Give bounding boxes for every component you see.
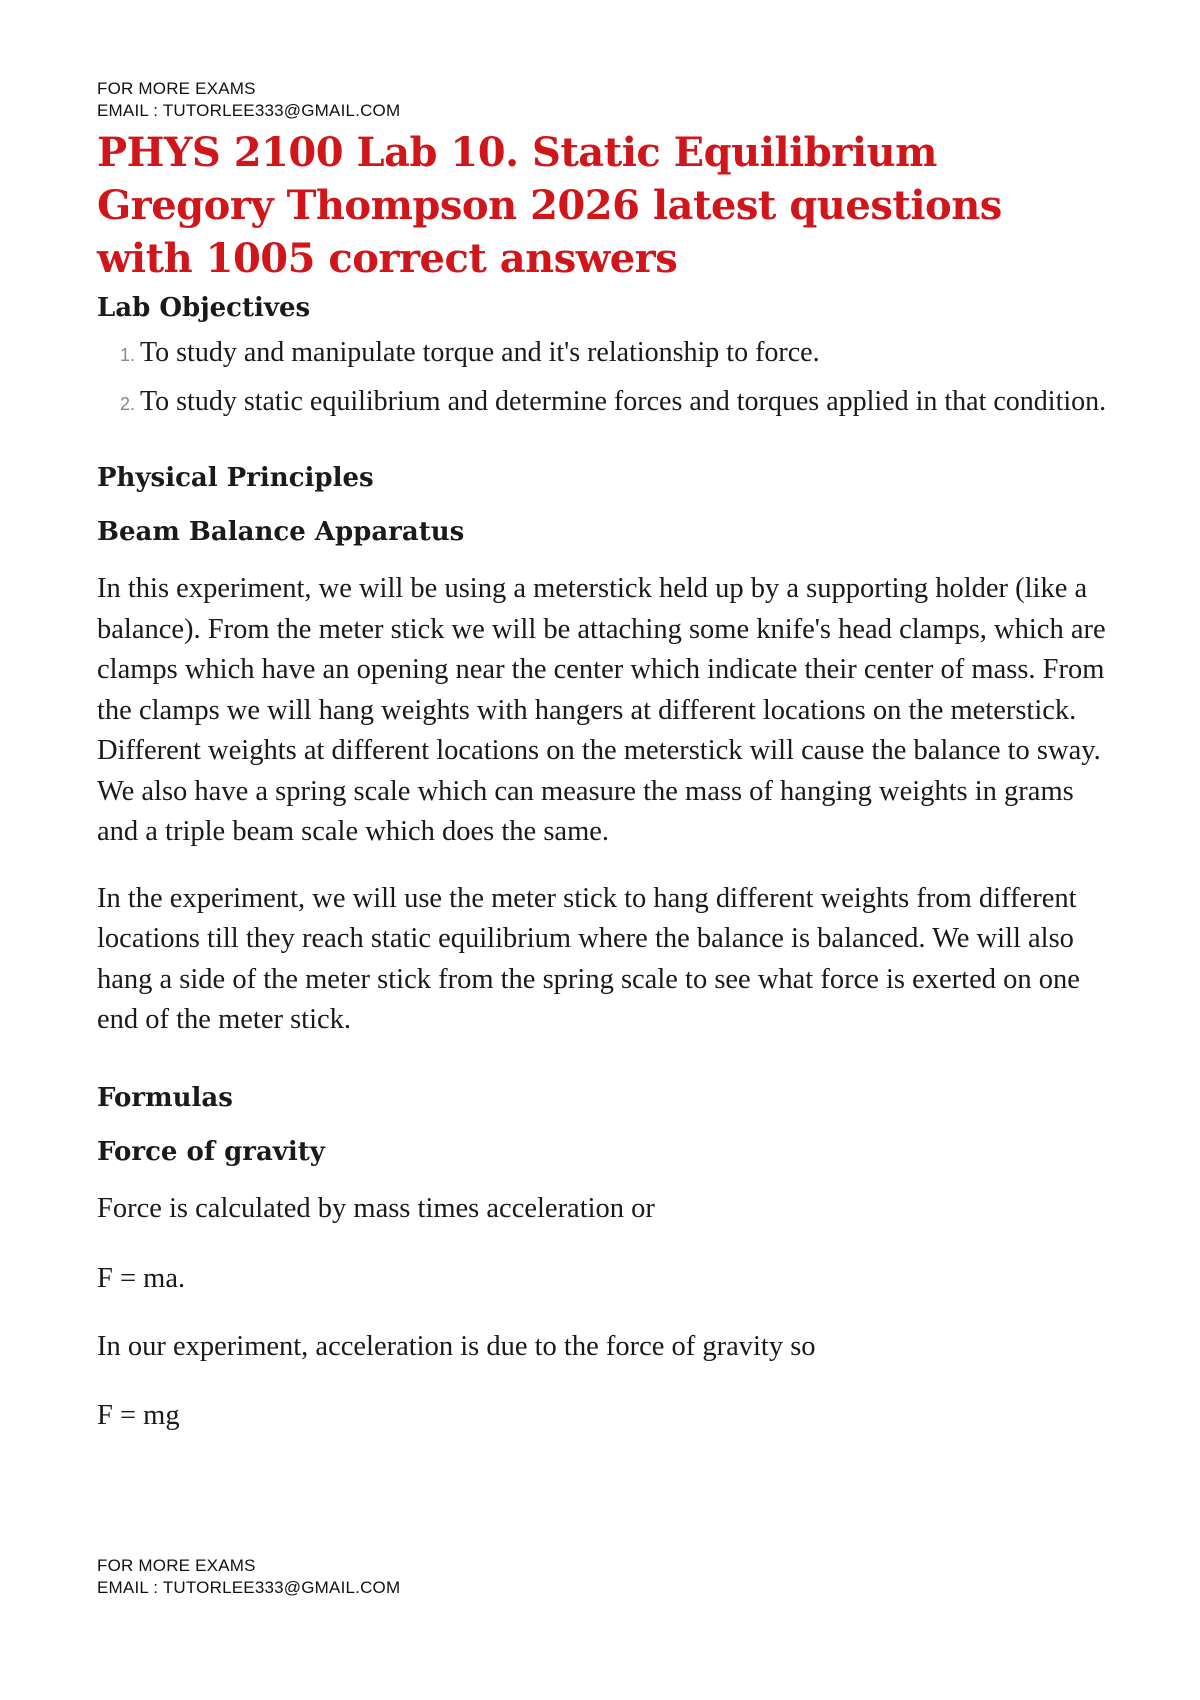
gravity-text: In our experiment, acceleration is due to the force of gravity so xyxy=(97,1331,816,1362)
footer-promo-line1: FOR MORE EXAMS xyxy=(97,1556,256,1575)
footer-promo-email: EMAIL : TUTORLEE333@GMAIL.COM xyxy=(97,1578,401,1597)
formulas-heading: Formulas xyxy=(97,1082,233,1113)
header-promo xyxy=(97,78,1107,122)
document-page xyxy=(97,78,1107,1436)
lab-objectives-heading: Lab Objectives xyxy=(97,293,311,323)
footer-promo xyxy=(97,1555,400,1599)
force-intro-text: Force is calculated by mass times acceleration or xyxy=(97,1192,655,1224)
principles-paragraph-2: In the experiment, we will use the meter stick to hang different weights from different locations till they reach static equilibrium where the balance is balanced. We will also hang a side of the meter stick from the spring scale to see what force is exerted on one end of the meter stick. xyxy=(97,882,1080,1035)
document-title: PHYS 2100 Lab 10. Static Equilibrium Gregory Thompson 2026 latest questions with 1005 correct answers xyxy=(97,129,1002,282)
objectives-list xyxy=(97,333,1107,421)
formula-f-ma: F = ma. xyxy=(97,1263,186,1294)
principles-paragraph-1: In this experiment, we will be using a meterstick held up by a supporting holder (like a balance). From the meter stick we will be attaching some knife's head clamps, which are clamps which have an opening near the center which indicate their center of mass. From the clamps we will hang weights with hangers at different locations on the meterstick. Different weights at different locations on the meterstick will cause the balance to sway. We also have a spring scale which can measure the mass of hanging weights in grams and a triple beam scale which does the same. xyxy=(97,573,1106,847)
objective-item: 2. To study static equilibrium and determine forces and torques applied in that condition. xyxy=(140,382,1107,421)
physical-principles-heading: Physical Principles xyxy=(97,463,374,493)
beam-balance-heading: Beam Balance Apparatus xyxy=(97,517,465,547)
force-of-gravity-heading: Force of gravity xyxy=(97,1136,325,1167)
formula-f-mg: F = mg xyxy=(97,1399,180,1431)
header-promo-email: EMAIL : TUTORLEE333@GMAIL.COM xyxy=(97,101,401,120)
objective-item: 1. To study and manipulate torque and it's relationship to force. xyxy=(140,333,1107,372)
header-promo-line1: FOR MORE EXAMS xyxy=(97,79,256,98)
